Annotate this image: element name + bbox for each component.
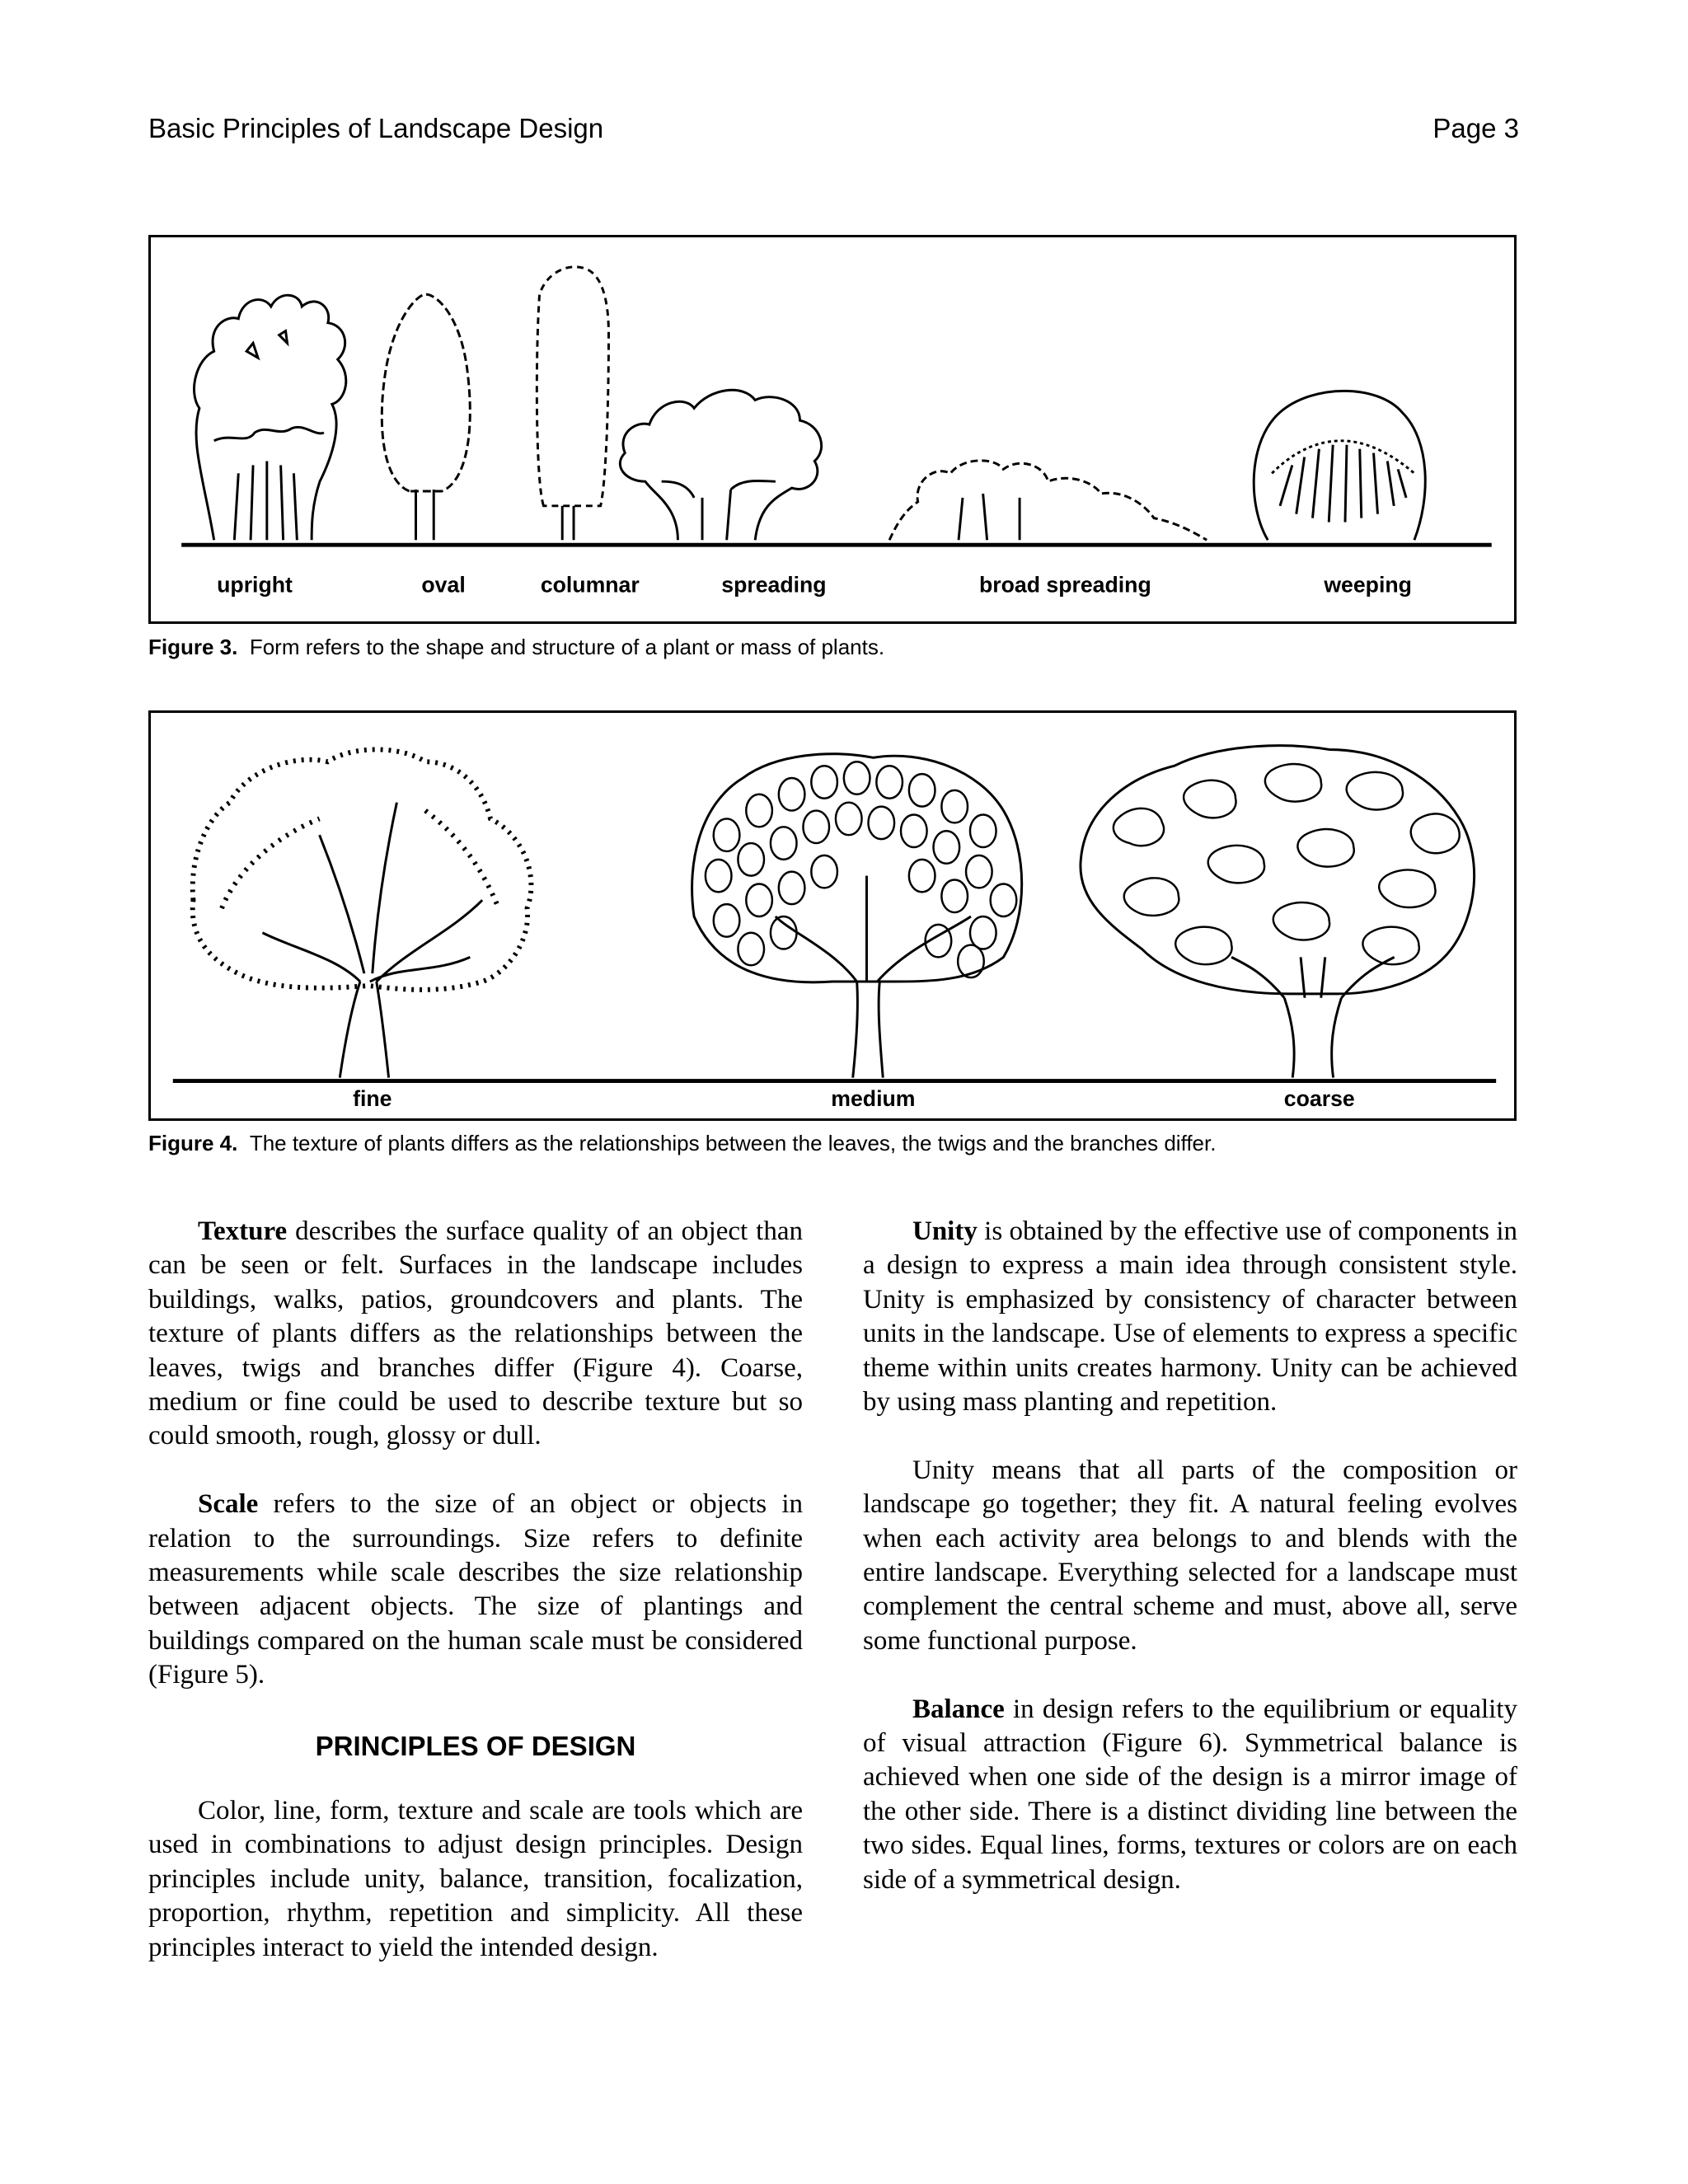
figure-4-caption-label: Figure 4.	[148, 1131, 238, 1155]
scale-text: refers to the size of an object or objects in relation to the surroundings. Size refers to definite measurements while scale describes the size relationship between adjacent objects. The size of plantings and buildings compared on the human scale must be considered (Figure 5).	[148, 1489, 804, 1690]
figure-3-caption-text: Form refers to the shape and structure of a plant or mass of plants.	[249, 635, 885, 659]
principles-paragraph: Color, line, form, texture and scale are tools which are used in combinations to adjust design principles. Design principles include unity, balance, transition, focalization, proportion, rhythm, repetition and simplicity. All these principles interact to yield the intended design.	[148, 1796, 803, 1962]
page-number: Page 3	[1432, 113, 1519, 143]
label-fine: fine	[353, 1086, 392, 1112]
balance-term: Balance	[912, 1694, 1005, 1724]
unity-term: Unity	[912, 1216, 978, 1246]
unity-means-paragraph: Unity means that all parts of the composition or landscape go together; they fit. A natural feeling evolves when each activity area belongs to and blends with the entire landscape. Everything selected for a landscape must complement the central scheme and must, above all, serve some functional purpose.	[863, 1455, 1517, 1656]
unity-paragraph	[863, 1215, 1517, 1419]
balance-text: in design refers to the equilibrium or equality of visual attraction (Figure 6). Symmetrical balance is achieved when one side of the design is a mirror image of the other side. There is a distinct dividing line between the two sides. Equal lines, forms, textures or colors are on each side of a symmetrical design.	[863, 1694, 1517, 1895]
label-upright: upright	[217, 572, 293, 598]
texture-text: describes the surface quality of an object than can be seen or felt. Surfaces in the landscape includes buildings, walks, patios, groundcovers and plants. The texture of plants differs as the relationships between the leaves, twigs and branches differ (Figure 4). Coarse, medium or fine could be used to describe texture but so could smooth, rough, glossy or dull.	[148, 1216, 803, 1451]
left-text-column	[148, 1215, 803, 1999]
figure-4-plant-textures	[148, 710, 1517, 1121]
columnar-plant-drawing	[537, 267, 608, 540]
figure-4-caption-text: The texture of plants differs as the relationships between the leaves, the twigs and the branches differ.	[249, 1131, 1217, 1155]
upright-plant-drawing	[195, 295, 346, 540]
spreading-plant-drawing	[620, 390, 821, 540]
running-header-title: Basic Principles of Landscape Design	[148, 113, 604, 143]
label-spreading: spreading	[721, 572, 827, 598]
texture-term: Texture	[198, 1216, 288, 1246]
oval-plant-drawing	[382, 294, 470, 540]
section-title-principles-of-design: PRINCIPLES OF DESIGN	[315, 1731, 636, 1762]
coarse-texture-tree-drawing	[1081, 746, 1475, 1078]
texture-paragraph	[148, 1215, 803, 1454]
label-coarse: coarse	[1283, 1086, 1355, 1112]
label-medium: medium	[831, 1086, 916, 1112]
label-columnar: columnar	[540, 572, 640, 598]
unity-text: is obtained by the effective use of components in a design to express a main idea through consistent style. Unity is emphasized by consistency of character between units in the landscape. Use of elements to express a specific theme within units creates harmony. Unity can be achieved by using mass planting and repetition.	[863, 1216, 1517, 1418]
broad-spreading-plant-drawing	[889, 461, 1207, 540]
label-weeping: weeping	[1324, 572, 1412, 598]
scale-term: Scale	[198, 1489, 259, 1520]
weeping-plant-drawing	[1254, 391, 1425, 540]
right-text-column	[863, 1215, 1517, 1931]
medium-texture-tree-drawing	[692, 754, 1022, 1078]
figure-3-caption-label: Figure 3.	[148, 635, 238, 659]
scale-paragraph	[148, 1488, 803, 1692]
label-broad-spreading: broad spreading	[979, 572, 1151, 598]
figure-4-caption	[148, 1131, 1216, 1156]
figure-3-caption	[148, 635, 884, 660]
label-oval: oval	[421, 572, 466, 598]
fine-texture-tree-drawing	[193, 749, 532, 1077]
figure-3-plant-forms	[148, 235, 1517, 624]
balance-paragraph	[863, 1693, 1517, 1897]
